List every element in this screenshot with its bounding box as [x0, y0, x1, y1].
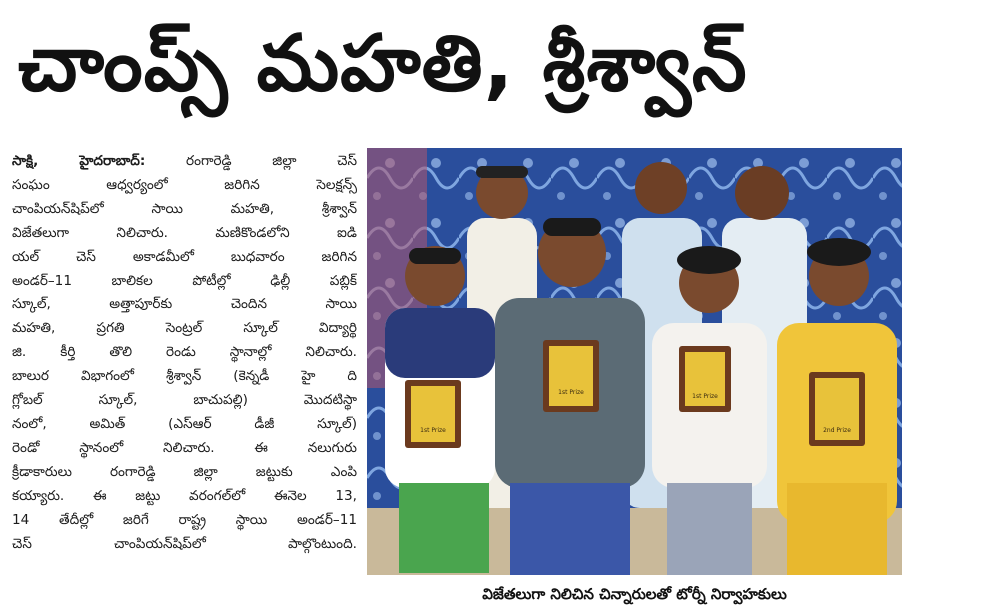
- article-line: రెండో స్థానంలో నిలిచారు. ఈ నలుగురు: [12, 439, 357, 456]
- article-line: చెస్‌ చాంపియన్‌షిప్‌లో పాల్గొంటుంది.: [12, 535, 357, 552]
- article-line-0-text: రంగారెడ్డి జిల్లా చెస్‌: [145, 153, 357, 169]
- article-line: స్కూల్‌, అత్తాపూర్‌కు చెందిన సాయి: [12, 296, 357, 313]
- plaque-4-label: 2nd Prize: [823, 427, 851, 434]
- dateline: సాక్షి, హైదరాబాద్‌:: [12, 153, 146, 169]
- article-line: నంలో, అమిత్‌ (ఎస్‌ఆర్‌ డీజీ స్కూల్‌): [12, 415, 357, 432]
- article-body: [12, 150, 357, 605]
- article-line: బాలుర విభాగంలో శ్రీశ్వాన్‌ (కెన్నడీ హై ది: [12, 368, 357, 385]
- article-line: యల్‌ చెస్‌ అకాడమీలో బుధవారం జరిగిన: [12, 248, 357, 265]
- article-line: చాంపియన్‌షిప్‌లో సాయి మహతి, శ్రీశ్వాన్‌: [12, 200, 357, 217]
- article-line: విజేతలుగా నిలిచారు. మణికొండలోని ఐడి: [12, 224, 357, 241]
- plaque-2: [543, 340, 599, 412]
- article-line: క్రీడాకారులు రంగారెడ్డి జిల్లా జట్టుకు ఎంపి: [12, 463, 357, 480]
- winners-photo: [367, 148, 902, 575]
- plaque-1: [405, 380, 461, 448]
- plaque-4: [809, 372, 865, 446]
- article-line: కయ్యారు. ఈ జట్టు వరంగల్‌లో ఈనెల 13,: [12, 487, 357, 504]
- plaque-3-label: 1st Prize: [692, 393, 718, 400]
- article-line: గ్లోబల్‌ స్కూల్‌, బాచుపల్లి) మొదటిస్థా: [12, 392, 357, 409]
- plaque-1-label: 1st Prize: [420, 427, 446, 434]
- headline: చాంప్స్‌ మహతి, శ్రీశ్వాన్‌: [18, 19, 748, 109]
- photo-illustration: [367, 148, 902, 575]
- article-line: అండర్‌–11 బాలికల పోటీల్లో ఢిల్లీ పబ్లిక్‌: [12, 272, 357, 289]
- article-line: 14 తేదీల్లో జరిగే రాష్ట్ర స్థాయి అండర్‌–11: [12, 511, 357, 528]
- article-line: మహతి, ప్రగతి సెంట్రల్‌ స్కూల్‌ విద్యార్థి: [12, 320, 357, 337]
- article-line-0: [12, 150, 357, 174]
- article-line: జి. కీర్తి తొలి రెండు స్థానాల్లో నిలిచారు.: [12, 344, 357, 361]
- article-line: సంఘం ఆధ్వర్యంలో జరిగిన సెలక్షన్స్‌: [12, 176, 357, 193]
- plaque-2-label: 1st Prize: [558, 389, 584, 396]
- plaque-3: [679, 346, 731, 412]
- photo-caption: విజేతలుగా నిలిచిన చిన్నారులతో టోర్నీ నిర్వాహకులు: [482, 585, 787, 603]
